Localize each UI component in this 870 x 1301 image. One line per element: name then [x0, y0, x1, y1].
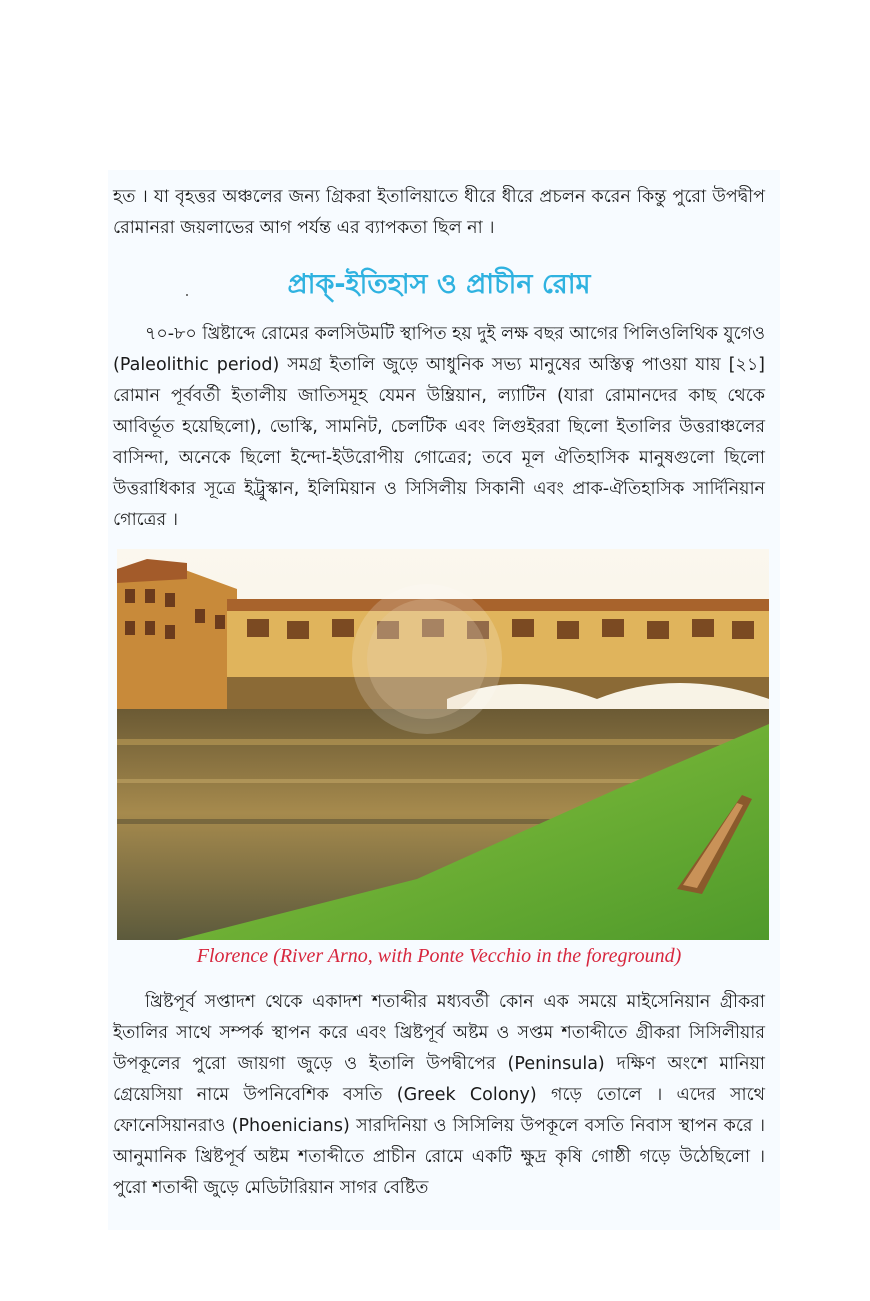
- body-paragraph-2: খ্রিষ্টপূর্ব সপ্তাদশ থেকে একাদশ শতাব্দীর মধ্যবর্তী কোন এক সময়ে মাইসেনিয়ান গ্রীকরা ইতালির সাথে সম্পর্ক স্থাপন করে এবং খ্রিষ্টপূর্ব অষ্টম ও সপ্তম শতাব্দীতে গ্রীকরা সিসিলীয়ার উপকূলের পুরো জায়গা জুড়ে ও ইতালি উপদ্বীপের (Peninsula) দক্ষিণ অংশে মানিয়া গ্রেয়েসিয়া নামে উপনিবেশিক বসতি (Greek Colony) গড়ে তোলে । এদের সাথে ফোনেসিয়ানরাও (Phoenicians) সারদিনিয়া ও সিসিলিয় উপকূলে বসতি নিবাস স্থাপন করে । আনুমানিক খ্রিষ্টপূর্ব অষ্টম শতাব্দীতে প্রাচীন রোমে একটি ক্ষুদ্র কৃষি গোষ্ঠী গড়ে উঠেছিলো । পুরো শতাব্দী জুড়ে মেডিটারিয়ান সাগর বেষ্টিত: [113, 992, 765, 1198]
- figure-caption: Florence (River Arno, with Ponte Vecchio in the foreground): [196, 945, 682, 967]
- intro-paragraph: হত । যা বৃহত্তর অঞ্চলের জন্য গ্রিকরা ইতালিয়াতে ধীরে ধীরে প্রচলন করেন কিন্তু পুরো উপদ্বীপ রোমানরা জয়লাভের আগ পর্যন্ত এর ব্যাপকতা ছিল না ।: [113, 187, 765, 238]
- section-heading: প্রাক্-ইতিহাস ও প্রাচীন রোম: [287, 269, 591, 300]
- florence-photo: [117, 549, 769, 940]
- body-paragraph-1: ৭০-৮০ খ্রিষ্টাব্দে রোমের কলসিউমটি স্থাপিত হয় দুই লক্ষ বছর আগের পিলিওলিথিক যুগেও (Paleolithic period) সমগ্র ইতালি জুড়ে আধুনিক সভ্য মানুষের অস্তিত্ব পাওয়া যায় [২১] রোমান পূর্ববর্তী ইতালীয় জাতিসমূহ যেমন উম্ব্রিয়ান, ল্যাটিন (যারা রোমানদের কাছ থেকে আবির্ভূত হয়েছিলো), ভোস্কি, সামনিট, চেলটিক এবং লিগুইররা ছিলো ইতালির উত্তরাঞ্চলের বাসিন্দা, অনেকে ছিলো ইন্দো-ইউরোপীয় গোত্রের; তবে মূল ঐতিহাসিক মানুষগুলো ছিলো উত্তরাধিকার সূত্রে ইট্রুস্কান, ইলিমিয়ান ও সিসিলীয় সিকানী এবং প্রাক-ঐতিহাসিক সার্দিনিয়ান গোত্রের ।: [113, 324, 765, 530]
